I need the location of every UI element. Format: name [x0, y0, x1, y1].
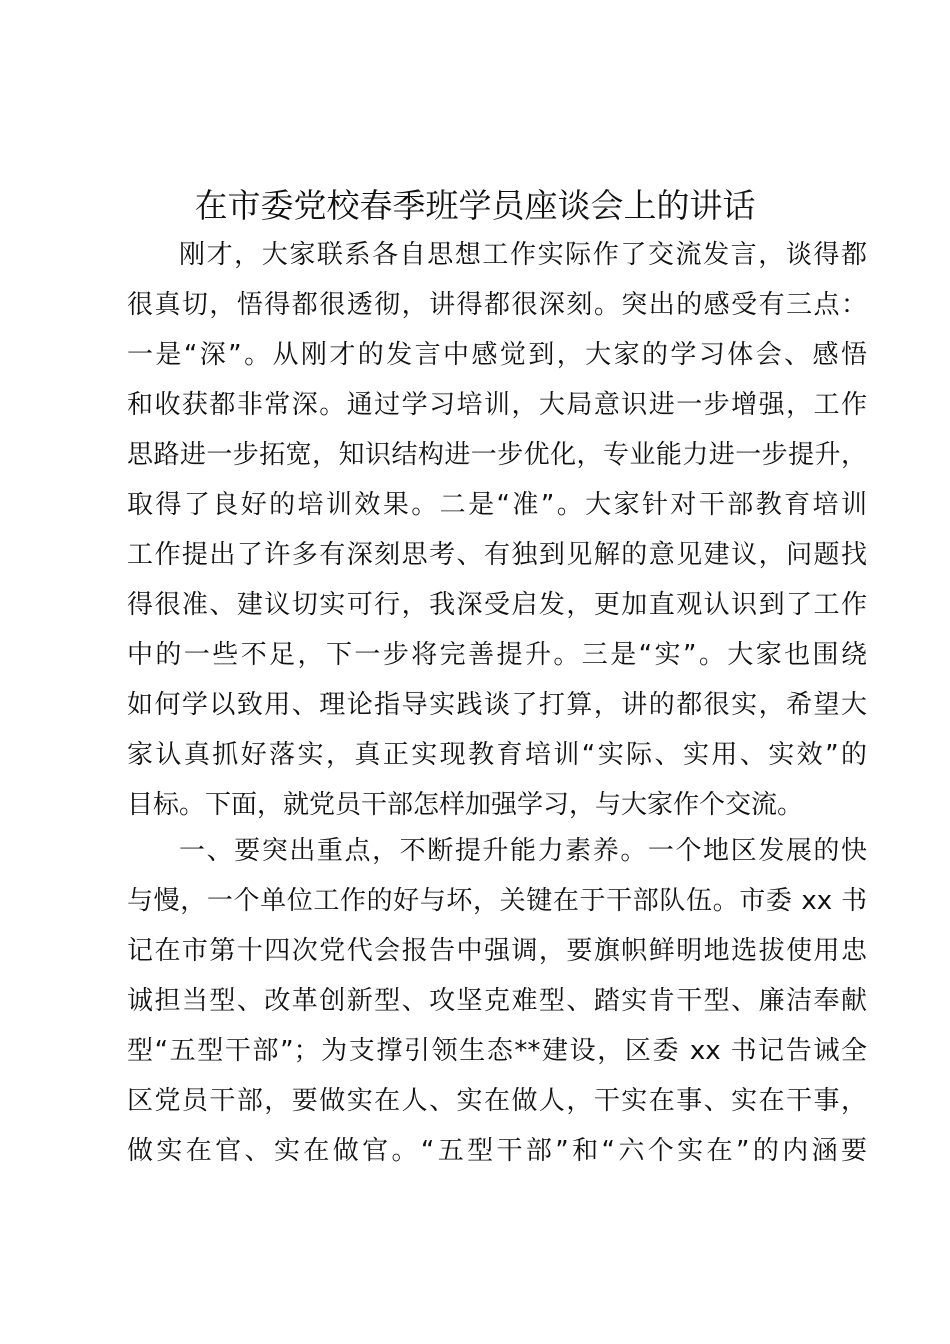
text-line: 做实在官、实在做官。“五型干部”和“六个实在”的内涵要 — [127, 1136, 867, 1166]
text-line: 目标。下面，就党员干部怎样加强学习，与大家作个交流。 — [127, 790, 804, 820]
paragraph-2 — [127, 826, 867, 1176]
text-line: 诚担当型、改革创新型、攻坚克难型、踏实肯干型、廉洁奉献 — [127, 986, 867, 1016]
text-line: 得很准、建议切实可行，我深受启发，更加直观认识到了工作 — [127, 590, 867, 620]
text-line: 工作提出了许多有深刻思考、有独到见解的意见建议，问题找 — [127, 540, 867, 570]
text-line: 区党员干部，要做实在人、实在做人，干实在事、实在干事， — [127, 1086, 867, 1116]
text-line: 与慢，一个单位工作的好与坏，关键在于干部队伍。市委 xx 书 — [127, 886, 867, 916]
text-line: 记在市第十四次党代会报告中强调，要旗帜鲜明地选拔使用忠 — [127, 936, 867, 966]
text-line: 很真切，悟得都很透彻，讲得都很深刻。突出的感受有三点： — [127, 290, 867, 320]
text-line: 中的一些不足，下一步将完善提升。三是“实”。大家也围绕 — [127, 640, 867, 670]
text-line: 思路进一步拓宽，知识结构进一步优化，专业能力进一步提升， — [127, 440, 867, 470]
text-line: 一是“深”。从刚才的发言中感觉到，大家的学习体会、感悟 — [127, 340, 867, 370]
text-line: 型“五型干部”；为支撑引领生态**建设，区委 xx 书记告诫全 — [127, 1036, 867, 1066]
paragraph-1 — [127, 230, 867, 830]
text-line: 和收获都非常深。通过学习培训，大局意识进一步增强，工作 — [127, 390, 867, 420]
text-line: 取得了良好的培训效果。二是“准”。大家针对干部教育培训 — [127, 490, 867, 520]
text-line: 家认真抓好落实，真正实现教育培训“实际、实用、实效”的 — [127, 740, 867, 770]
document-title: 在市委党校春季班学员座谈会上的讲话 — [194, 186, 756, 225]
text-line: 一、要突出重点，不断提升能力素养。一个地区发展的快 — [179, 836, 867, 866]
text-line: 刚才，大家联系各自思想工作实际作了交流发言，谈得都 — [179, 240, 867, 270]
text-line: 如何学以致用、理论指导实践谈了打算，讲的都很实，希望大 — [127, 690, 867, 720]
